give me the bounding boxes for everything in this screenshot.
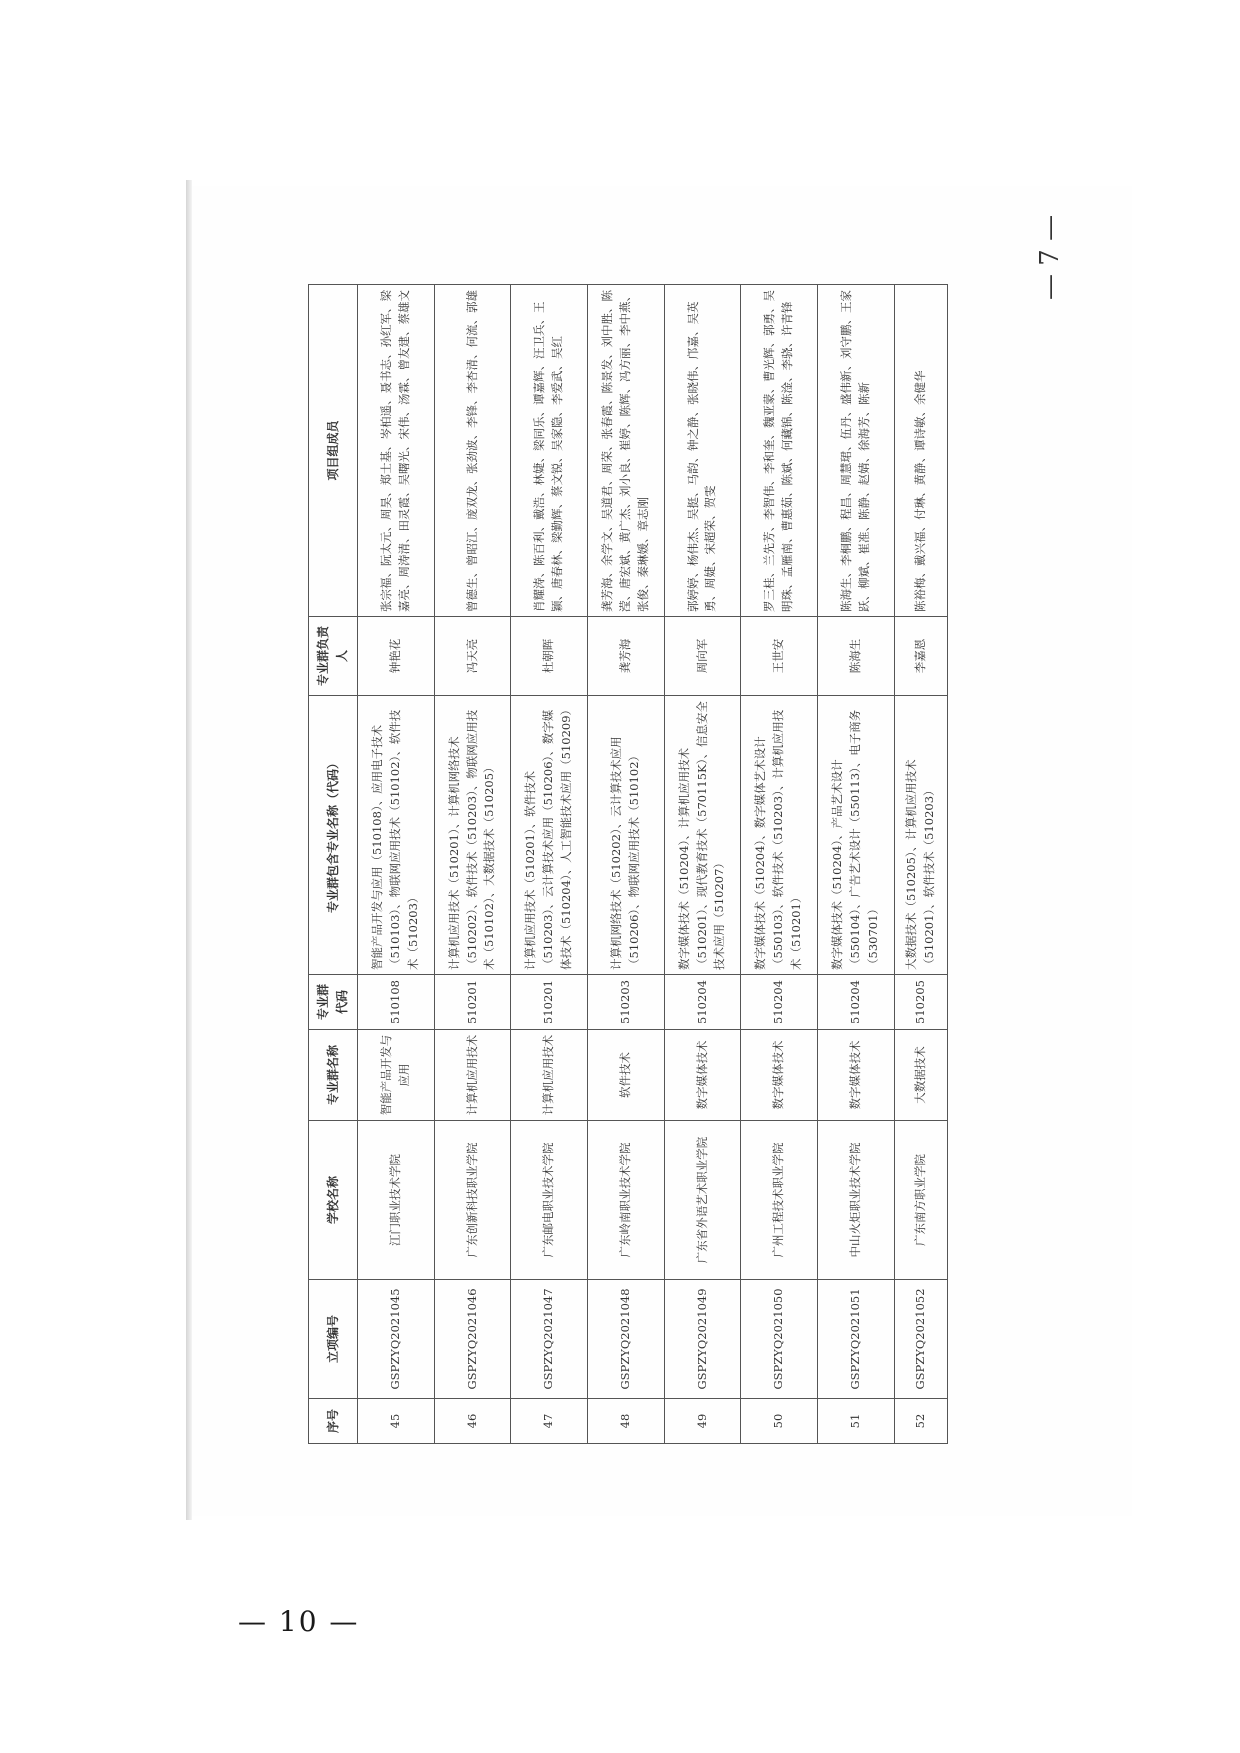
cell-school: 广州工程技术职业学院	[741, 1121, 818, 1280]
cell-majors: 大数据技术（510205）、计算机应用技术（510201）、软件技术（510203）	[894, 696, 947, 975]
cell-seq: 48	[587, 1399, 664, 1444]
cell-group-code: 510203	[587, 975, 664, 1030]
cell-majors: 计算机应用技术（510201）、计算机网络技术（510202）、软件技术（510203）、物联网应用技术（510102）、大数据技术（510205）	[434, 696, 511, 975]
table-header-row	[309, 285, 358, 1444]
rotated-table-container	[308, 284, 948, 1444]
project-table	[308, 284, 948, 1444]
cell-leader: 陈海生	[817, 617, 894, 696]
cell-leader: 龚芳海	[587, 617, 664, 696]
table-row	[664, 285, 741, 1444]
cell-school: 广东创新科技职业学院	[434, 1121, 511, 1280]
cell-group-code: 510201	[511, 975, 588, 1030]
cell-members: 陈裕梅、戴兴福、付琳、黄静、谭诗敏、余健华	[894, 285, 947, 617]
cell-leader: 冯天亮	[434, 617, 511, 696]
header-school: 学校名称	[309, 1121, 358, 1280]
cell-project-id: GSPZYQ2021049	[664, 1280, 741, 1399]
cell-seq: 51	[817, 1399, 894, 1444]
cell-majors: 数字媒体技术（510204）、数字媒体艺术设计（550103）、软件技术（510203）、计算机应用技术（510201）	[741, 696, 818, 975]
cell-school: 中山火炬职业技术学院	[817, 1121, 894, 1280]
cell-school: 广东岭南职业技术学院	[587, 1121, 664, 1280]
cell-group-code: 510205	[894, 975, 947, 1030]
header-majors: 专业群包含专业名称（代码）	[309, 696, 358, 975]
table-row	[817, 285, 894, 1444]
cell-group-code: 510204	[817, 975, 894, 1030]
header-group-code: 专业群代码	[309, 975, 358, 1030]
header-group-name: 专业群名称	[309, 1030, 358, 1121]
rotated-page-number: — 7 —	[1035, 214, 1065, 300]
header-members: 项目组成员	[309, 285, 358, 617]
cell-members: 罗三桂、兰先芳、李智伟、李和奎、魏亚蒙、曹光辉、郭勇、吴明珠、孟雁南、曹惠茹、陈斌、何藏锦、陈淦、李骁、许青锋	[741, 285, 818, 617]
cell-school: 广东省外语艺术职业学院	[664, 1121, 741, 1280]
cell-group-name: 计算机应用技术	[511, 1030, 588, 1121]
cell-group-code: 510108	[358, 975, 435, 1030]
cell-seq: 46	[434, 1399, 511, 1444]
cell-project-id: GSPZYQ2021046	[434, 1280, 511, 1399]
cell-leader: 杜朝晖	[511, 617, 588, 696]
cell-members: 肖耀涛、陈百利、戴浩、林婕、梁同乐、谭嘉辉、汪卫兵、王颖、唐春林、梁勤辉、蔡文锐、吴家隐、李爱武、吴红	[511, 285, 588, 617]
cell-members: 郭婷婷、杨伟杰、吴挺、马韵、钟之静、张晓伟、邝嘉、吴英勇、周婕、宋超荣、贺雯	[664, 285, 741, 617]
cell-seq: 52	[894, 1399, 947, 1444]
cell-group-name: 计算机应用技术	[434, 1030, 511, 1121]
cell-members: 陈海生、李桐鹏、程昌、周慧珺、伍丹、盛伟新、刘守鹏、王家跃、柳斌、崔准、陈静、赵婧、徐海芳、陈新	[817, 285, 894, 617]
table-row	[741, 285, 818, 1444]
cell-group-name: 智能产品开发与应用	[358, 1030, 435, 1121]
cell-seq: 50	[741, 1399, 818, 1444]
cell-seq: 47	[511, 1399, 588, 1444]
header-project-id: 立项编号	[309, 1280, 358, 1399]
cell-group-name: 软件技术	[587, 1030, 664, 1121]
cell-group-code: 510204	[741, 975, 818, 1030]
cell-project-id: GSPZYQ2021050	[741, 1280, 818, 1399]
cell-members: 曾德生、曾昭江、庞双龙、张劲波、李锋、李杏清、何流、郭雄	[434, 285, 511, 617]
table-row	[434, 285, 511, 1444]
cell-project-id: GSPZYQ2021051	[817, 1280, 894, 1399]
cell-project-id: GSPZYQ2021047	[511, 1280, 588, 1399]
table-row	[587, 285, 664, 1444]
cell-school: 江门职业技术学院	[358, 1121, 435, 1280]
cell-group-name: 数字媒体技术	[741, 1030, 818, 1121]
cell-group-code: 510204	[664, 975, 741, 1030]
cell-leader: 王世安	[741, 617, 818, 696]
cell-seq: 49	[664, 1399, 741, 1444]
cell-members: 龚芳海、余学文、吴道君、周荣、张春霞、陈景发、刘中胜、陈滢、唐宏斌、黄广杰、刘小良、崔婷、陈辉、冯方丽、李中燕、张俊、秦琳媛、章志刚	[587, 285, 664, 617]
table-row	[511, 285, 588, 1444]
cell-majors: 数字媒体技术（510204）、产品艺术设计（550104）、广告艺术设计（550113）、电子商务（530701）	[817, 696, 894, 975]
cell-majors: 计算机应用技术（510201）、软件技术（510203）、云计算技术应用（510206）、数字媒体技术（510204）、人工智能技术应用（510209）	[511, 696, 588, 975]
header-seq: 序号	[309, 1399, 358, 1444]
cell-majors: 数字媒体技术（510204）、计算机应用技术（510201）、现代教育技术（570115K）、信息安全技术应用（510207）	[664, 696, 741, 975]
cell-majors: 智能产品开发与应用（510108）、应用电子技术（510103）、物联网应用技术（510102）、软件技术（510203）	[358, 696, 435, 975]
cell-school: 广东南方职业学院	[894, 1121, 947, 1280]
cell-leader: 李嘉恩	[894, 617, 947, 696]
cell-school: 广东邮电职业技术学院	[511, 1121, 588, 1280]
table-row	[894, 285, 947, 1444]
cell-leader: 钟艳花	[358, 617, 435, 696]
cell-group-name: 大数据技术	[894, 1030, 947, 1121]
cell-project-id: GSPZYQ2021045	[358, 1280, 435, 1399]
cell-group-name: 数字媒体技术	[817, 1030, 894, 1121]
cell-group-name: 数字媒体技术	[664, 1030, 741, 1121]
page-number: — 10 —	[238, 1605, 360, 1638]
header-leader: 专业群负责人	[309, 617, 358, 696]
cell-group-code: 510201	[434, 975, 511, 1030]
cell-members: 张宗福、阮太元、周昊、郑士基、岑柏遥、聂书志、孙红军、梁嘉亮、周涛清、田灵霞、吴曙光、宋伟、汤霖、曾友建、蔡雄文	[358, 285, 435, 617]
cell-project-id: GSPZYQ2021048	[587, 1280, 664, 1399]
cell-leader: 周向军	[664, 617, 741, 696]
cell-majors: 计算机网络技术（510202）、云计算技术应用（510206）、物联网应用技术（510102）	[587, 696, 664, 975]
table-row	[358, 285, 435, 1444]
cell-project-id: GSPZYQ2021052	[894, 1280, 947, 1399]
cell-seq: 45	[358, 1399, 435, 1444]
